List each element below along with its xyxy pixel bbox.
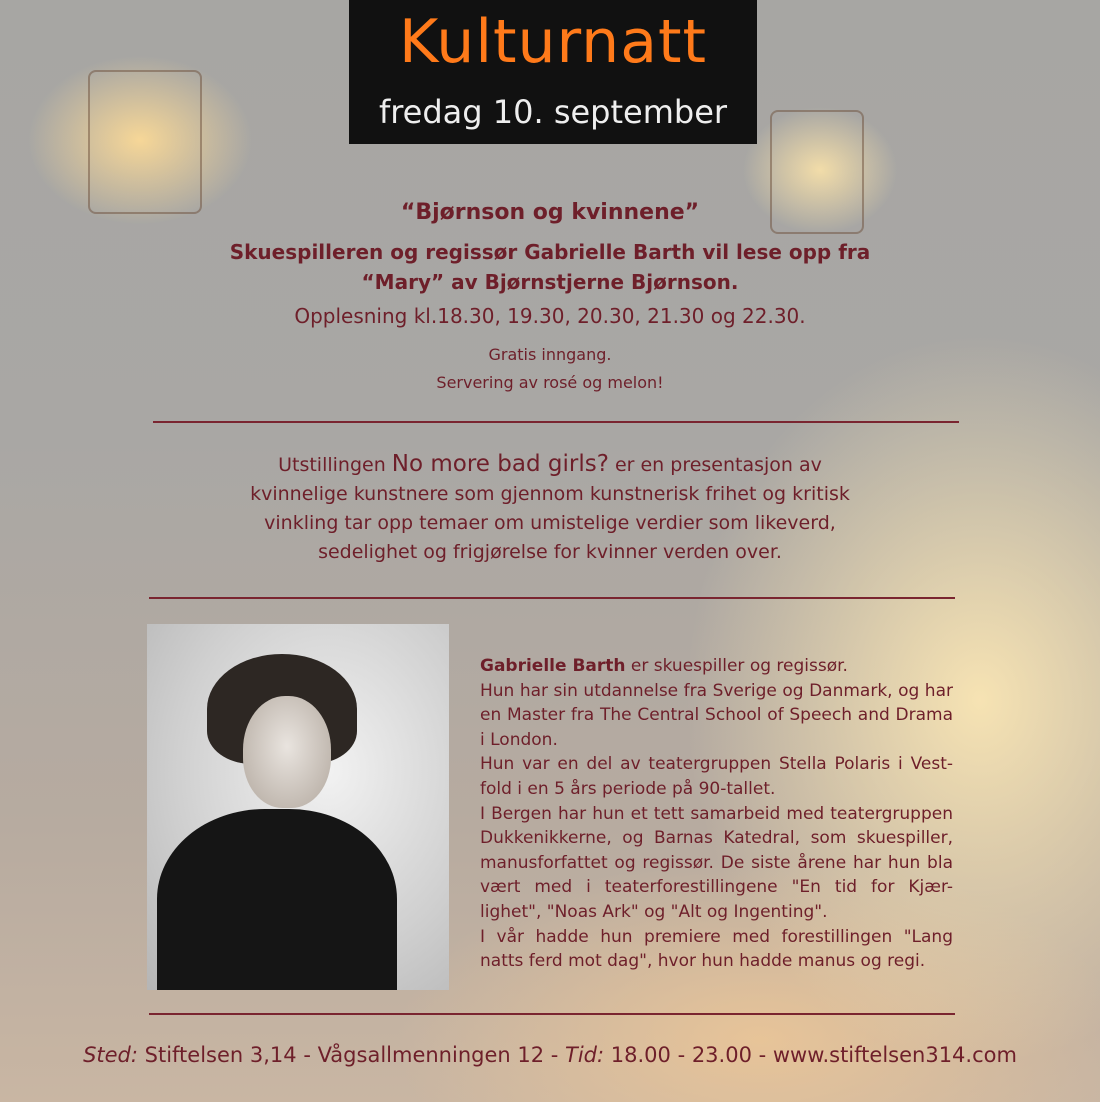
biography	[480, 654, 953, 974]
event-date: fredag 10. september	[378, 93, 728, 131]
divider	[149, 597, 955, 599]
portrait-face	[243, 696, 331, 808]
place-value: Stiftelsen 3,14 - Vågsallmenningen 12 -	[137, 1043, 566, 1067]
event-subtitle-2: “Mary” av Bjørnstjerne Bjørnson.	[361, 270, 739, 294]
exhibit-line1-rest: er en presentasjon av	[608, 454, 822, 476]
reading-times: Opplesning kl.18.30, 19.30, 20.30, 21.30 og 22.30.	[294, 304, 806, 328]
bio-paragraph: Hun var en del av teatergruppen Stella Polaris i Vest-fold i en 5 års periode på 90-tallet.	[480, 754, 953, 799]
portrait-photo	[147, 624, 449, 990]
event-header	[349, 0, 757, 144]
bio-intro: er skuespiller og regissør.	[625, 656, 848, 676]
exhibition-description	[150, 450, 950, 567]
exhibit-lead: Utstillingen	[278, 454, 392, 476]
bio-paragraph: Hun har sin utdannelse fra Sverige og Danmark, og har en Master fra The Central School of Speech and Drama i London.	[480, 680, 953, 750]
exhibit-line2: kvinnelige kunstnere som gjennom kunstnerisk frihet og kritisk	[250, 483, 850, 505]
lamp-decoration	[88, 70, 202, 214]
brand-title: Kulturnatt	[398, 7, 708, 77]
event-title: “Bjørnson og kvinnene”	[400, 200, 700, 225]
divider	[149, 1013, 955, 1015]
footer-info	[0, 1043, 1100, 1067]
place-label: Sted:	[83, 1043, 138, 1067]
time-label: Tid:	[565, 1043, 605, 1067]
portrait-body	[157, 809, 397, 990]
exhibit-line3: vinkling tar opp temaer om umistelige verdier som likeverd,	[264, 512, 836, 534]
serving-info: Servering av rosé og melon!	[436, 373, 664, 392]
entry-info: Gratis inngang.	[488, 345, 612, 364]
exhibit-name: No more bad girls?	[391, 451, 609, 477]
time-value: 18.00 - 23.00 - www.stiftelsen314.com	[604, 1043, 1017, 1067]
exhibit-line4: sedelighet og frigjørelse for kvinner verden over.	[318, 541, 782, 563]
event-subtitle-1: Skuespilleren og regissør Gabrielle Barth vil lese opp fra	[229, 240, 871, 264]
bio-paragraph: I Bergen har hun et tett samarbeid med teatergruppen Dukkenikkerne, og Barnas Katedral, som skuespiller, manusforfattet og regissør. De siste årene har hun bla vært med i teaterforestillingene "En tid for Kjær-lighet", "Noas Ark" og "Alt og Ingenting".	[480, 803, 953, 922]
bio-name: Gabrielle Barth	[480, 656, 626, 676]
bio-paragraph: I vår hadde hun premiere med forestillingen "Lang natts ferd mot dag", hvor hun hadde manus og regi.	[480, 926, 953, 972]
divider	[153, 421, 959, 423]
